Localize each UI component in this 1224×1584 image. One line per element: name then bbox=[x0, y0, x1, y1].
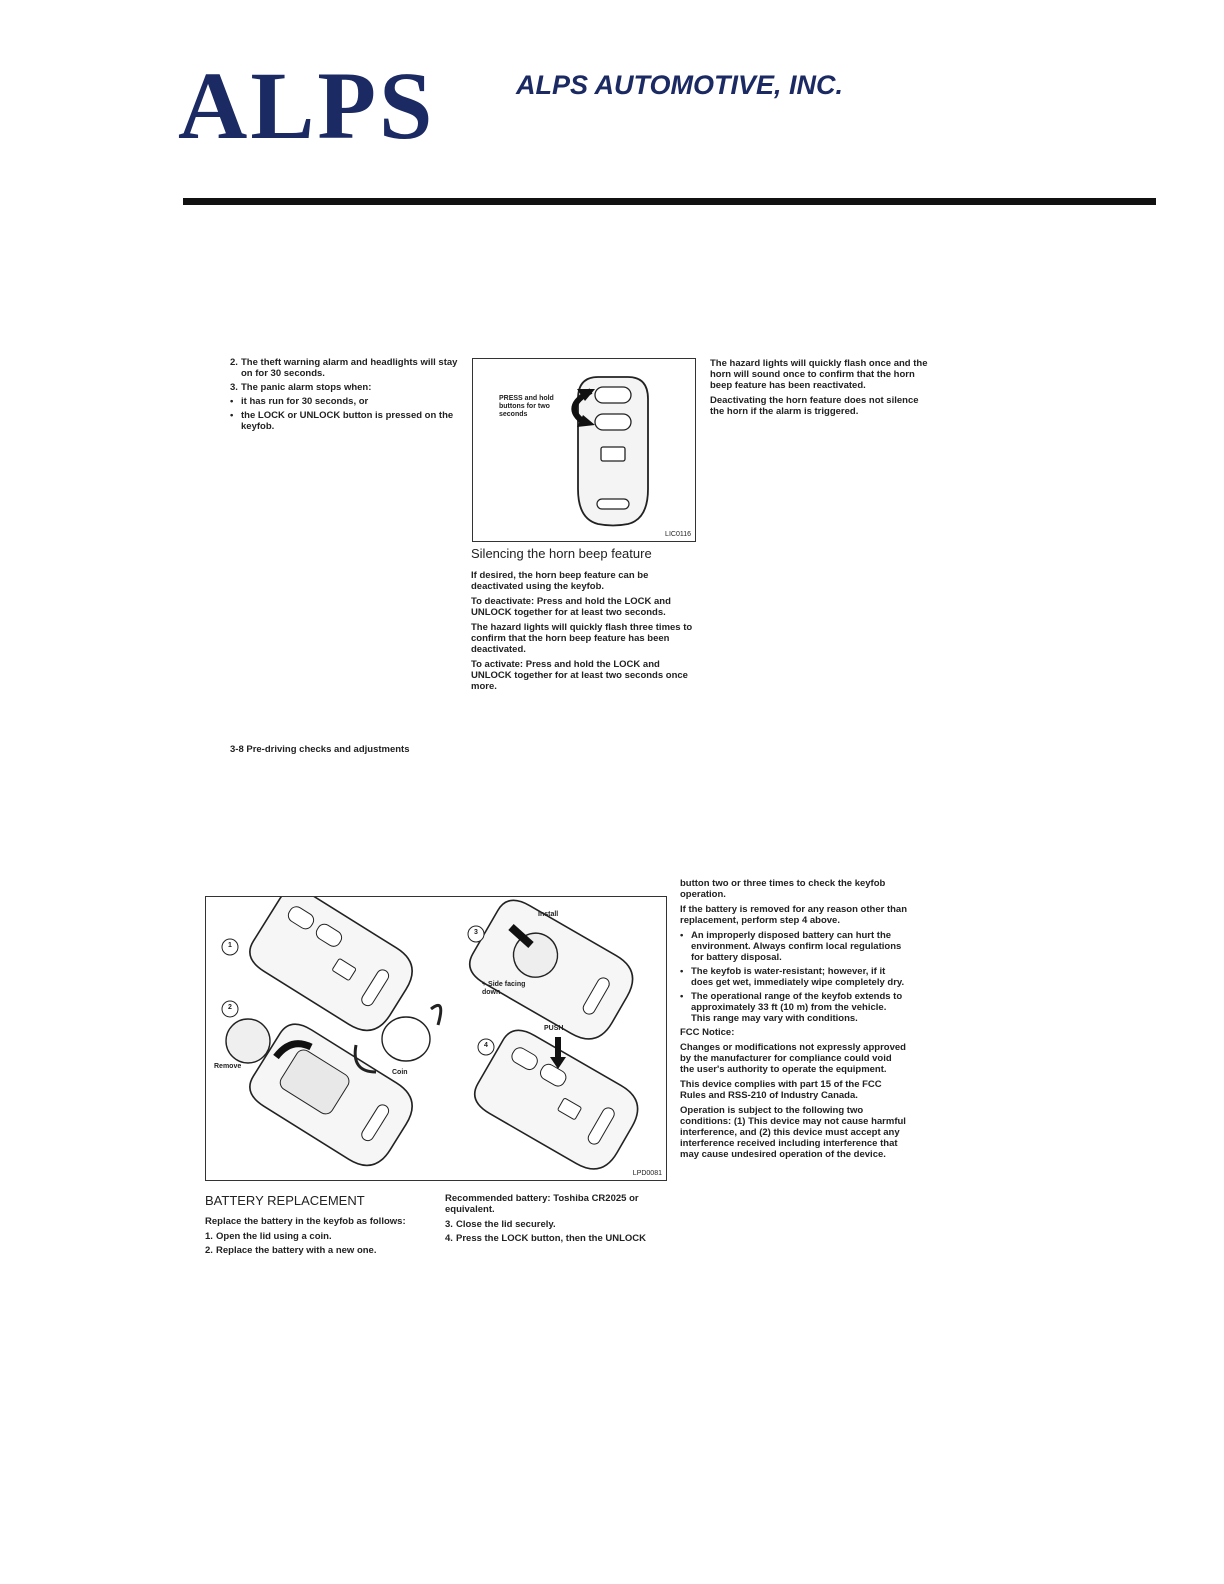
side-label: + Side facing down bbox=[482, 981, 526, 996]
paragraph: The hazard lights will quickly flash once and the horn will sound once to confirm that the horn beep feature has been reactivated. bbox=[710, 358, 928, 391]
paragraph: Deactivating the horn feature does not silence the horn if the alarm is triggered. bbox=[710, 395, 919, 417]
keyfob-press-figure bbox=[472, 358, 696, 542]
bullet-item: • The operational range of the keyfob extends to approximately 33 ft (10 m) from the vehicle. This range may vary with conditions. bbox=[680, 991, 903, 1024]
paragraph: Replace the battery in the keyfob as follows: bbox=[205, 1216, 406, 1227]
page-footer: 3-8 Pre-driving checks and adjustments bbox=[230, 744, 410, 755]
paragraph: Changes or modifications not expressly approved by the manufacturer for compliance could void the user's authority to operate the equipment. bbox=[680, 1042, 906, 1075]
paragraph: If the battery is removed for any reason other than replacement, perform step 4 above. bbox=[680, 904, 907, 926]
header-divider bbox=[183, 198, 1156, 205]
paragraph: button two or three times to check the keyfob operation. bbox=[680, 878, 886, 900]
paragraph: If desired, the horn beep feature can be deactivated using the keyfob. bbox=[471, 570, 649, 592]
horn-beep-text bbox=[471, 570, 693, 696]
battery-steps-mid bbox=[445, 1193, 667, 1247]
figure-code: LIC0116 bbox=[665, 531, 691, 538]
paragraph: The hazard lights will quickly flash three times to confirm that the horn beep feature has been deactivated. bbox=[471, 622, 693, 655]
list-item: • the LOCK or UNLOCK button is pressed on the keyfob. bbox=[230, 410, 454, 432]
step-number: 2 bbox=[228, 1004, 232, 1011]
paragraph: Operation is subject to the following two conditions: (1) This device may not cause harmful interference, and (2) this device must accept any interference received including interference that may cause undesired operation of the device. bbox=[680, 1105, 906, 1160]
recommended-battery: Recommended battery: Toshiba CR2025 or equivalent. bbox=[445, 1193, 639, 1215]
push-label: PUSH bbox=[544, 1025, 564, 1032]
bullet-item: • The keyfob is water-resistant; however, if it does get wet, immediately wipe completely dry. bbox=[680, 966, 905, 988]
paragraph: This device complies with part 15 of the FCC Rules and RSS-210 of Industry Canada. bbox=[680, 1079, 882, 1101]
press-hold-label: PRESS and hold buttons for two seconds bbox=[499, 395, 554, 418]
list-item: • it has run for 30 seconds, or bbox=[230, 396, 369, 407]
install-label: Install bbox=[538, 911, 559, 918]
paragraph: To activate: Press and hold the LOCK and UNLOCK together for at least two seconds once more. bbox=[471, 659, 688, 692]
section-heading: Silencing the horn beep feature bbox=[471, 546, 652, 561]
list-item: 4. Press the LOCK button, then the UNLOCK bbox=[445, 1233, 646, 1244]
step-number: 4 bbox=[484, 1042, 488, 1049]
step-number: 3 bbox=[474, 929, 478, 936]
fcc-heading: FCC Notice: bbox=[680, 1027, 735, 1038]
keyfob-notes bbox=[680, 878, 908, 1164]
step-number: 1 bbox=[228, 942, 232, 949]
paragraph: To deactivate: Press and hold the LOCK and UNLOCK together for at least two seconds. bbox=[471, 596, 671, 618]
figure-code: LPD0081 bbox=[632, 1170, 662, 1177]
list-item: 3. Close the lid securely. bbox=[445, 1219, 556, 1230]
alarm-list bbox=[230, 357, 462, 435]
battery-steps-left bbox=[205, 1216, 427, 1259]
company-logo: ALPS bbox=[178, 52, 436, 159]
battery-illustration bbox=[206, 897, 666, 1180]
list-item: 2. The theft warning alarm and headlights will stay on for 30 seconds. bbox=[230, 357, 458, 379]
coin-label: Coin bbox=[392, 1069, 408, 1076]
company-name: ALPS AUTOMOTIVE, INC. bbox=[516, 70, 844, 100]
battery-replacement-figure bbox=[205, 896, 667, 1181]
section-heading: BATTERY REPLACEMENT bbox=[205, 1193, 365, 1208]
list-item: 1. Open the lid using a coin. bbox=[205, 1231, 332, 1242]
list-item: 3. The panic alarm stops when: bbox=[230, 382, 372, 393]
remove-label: Remove bbox=[214, 1063, 242, 1070]
bullet-item: • An improperly disposed battery can hurt the environment. Always confirm local regulations for battery disposal. bbox=[680, 930, 902, 963]
list-item: 2. Replace the battery with a new one. bbox=[205, 1245, 377, 1256]
keyfob-illustration bbox=[473, 359, 695, 541]
horn-reactivate-text bbox=[710, 358, 932, 421]
